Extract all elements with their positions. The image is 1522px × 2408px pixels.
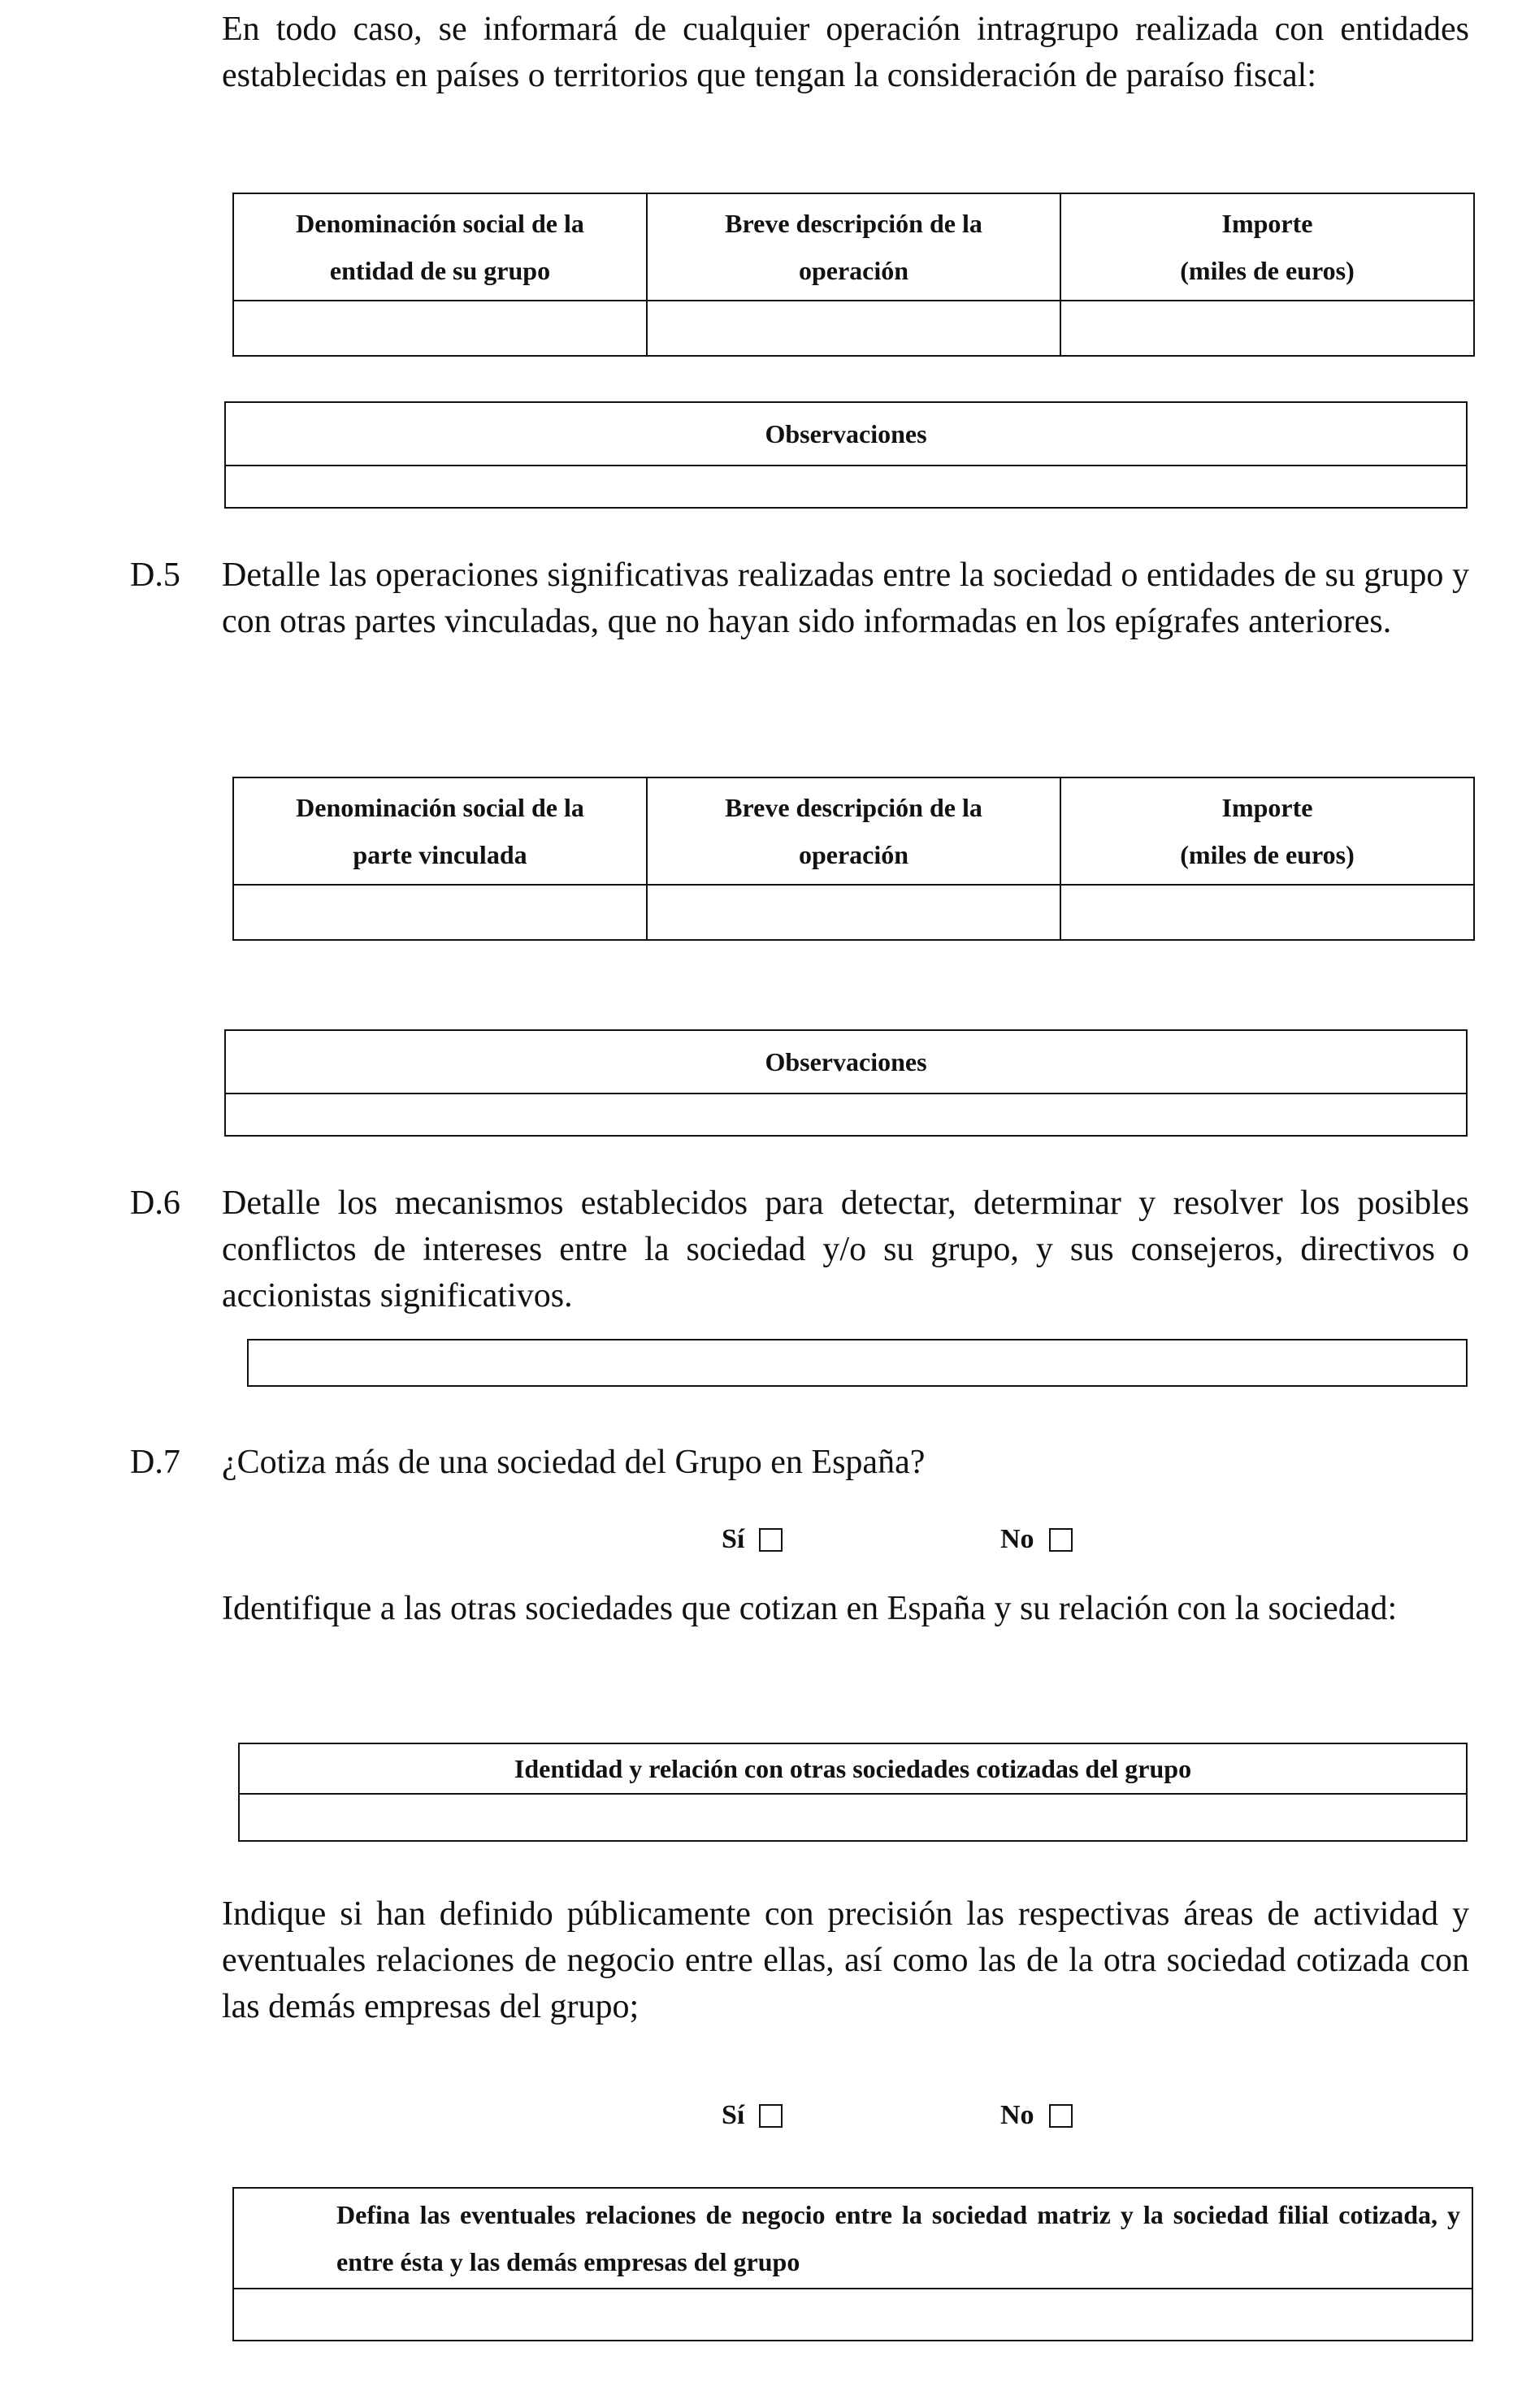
observaciones-input[interactable] <box>225 466 1467 508</box>
observaciones-input[interactable] <box>225 1094 1467 1136</box>
no-checkbox-2[interactable] <box>1049 2104 1073 2128</box>
identity-header: Identidad y relación con otras sociedades cotizadas del grupo <box>239 1743 1467 1794</box>
conflicts-input-box[interactable] <box>247 1339 1468 1387</box>
column-header-entity: Denominación social de la entidad de su grupo <box>233 193 647 301</box>
observaciones-table-2 <box>224 1029 1468 1137</box>
intro-paragraph: En todo caso, se informará de cualquier operación intragrupo realizada con entidades establecidas en países o territorios que tengan la consideración de paraíso fiscal: <box>222 11 1469 94</box>
define-relations-header: Defina las eventuales relaciones de negocio entre la sociedad matriz y la sociedad filial cotizada, y entre ésta y las demás empresas del grupo <box>233 2188 1472 2289</box>
section-text-d6: Detalle los mecanismos establecidos para detectar, determinar y resolver los posibles conflictos de intereses entre la sociedad y/o su grupo, y sus consejeros, directivos o accionistas significativos. <box>222 1185 1469 1314</box>
indique-text: Indique si han definido públicamente con precisión las respectivas áreas de actividad y eventuales relaciones de negocio entre ellas, así como las de la otra sociedad cotizada con las demás empresas del grupo; <box>222 1895 1469 2025</box>
intragroup-table <box>232 193 1475 357</box>
define-relations-table <box>232 2187 1473 2341</box>
table-cell-input[interactable] <box>233 301 647 356</box>
identity-table <box>238 1743 1468 1842</box>
observaciones-table-1 <box>224 401 1468 509</box>
table-row <box>233 885 1474 940</box>
table-header-row <box>233 193 1474 301</box>
section-number-d6: D.6 <box>130 1185 180 1222</box>
section-number-d7: D.7 <box>130 1444 180 1481</box>
table-row <box>233 301 1474 356</box>
column-header-description: Breve descripción de la operación <box>647 193 1060 301</box>
table-cell-input[interactable] <box>233 885 647 940</box>
identity-input[interactable] <box>239 1794 1467 1841</box>
section-text-d5: Detalle las operaciones significativas realizadas entre la sociedad o entidades de su grupo y con otras partes vinculadas, que no hayan sido informadas en los epígrafes anteriores. <box>222 557 1469 640</box>
yes-option-2[interactable]: Sí <box>722 2099 783 2132</box>
column-header-description: Breve descripción de la operación <box>647 777 1060 885</box>
table-header-row <box>233 777 1474 885</box>
yes-checkbox[interactable] <box>759 1528 783 1552</box>
related-party-table <box>232 777 1475 941</box>
table-cell-input[interactable] <box>1060 885 1474 940</box>
observaciones-header: Observaciones <box>225 1030 1467 1094</box>
section-number-d5: D.5 <box>130 557 180 594</box>
no-option[interactable]: No <box>1000 1523 1073 1556</box>
table-cell-input[interactable] <box>1060 301 1474 356</box>
identify-text: Identifique a las otras sociedades que cotizan en España y su relación con la sociedad: <box>222 1590 1398 1627</box>
column-header-amount: Importe (miles de euros) <box>1060 193 1474 301</box>
table-cell-input[interactable] <box>647 885 1060 940</box>
no-checkbox[interactable] <box>1049 1528 1073 1552</box>
define-relations-input[interactable] <box>233 2289 1472 2341</box>
column-header-party: Denominación social de la parte vinculada <box>233 777 647 885</box>
observaciones-header: Observaciones <box>225 402 1467 466</box>
table-cell-input[interactable] <box>647 301 1060 356</box>
section-question-d7: ¿Cotiza más de una sociedad del Grupo en España? <box>222 1444 926 1481</box>
yes-option[interactable]: Sí <box>722 1523 783 1556</box>
no-option-2[interactable]: No <box>1000 2099 1073 2132</box>
column-header-amount: Importe (miles de euros) <box>1060 777 1474 885</box>
yes-checkbox-2[interactable] <box>759 2104 783 2128</box>
